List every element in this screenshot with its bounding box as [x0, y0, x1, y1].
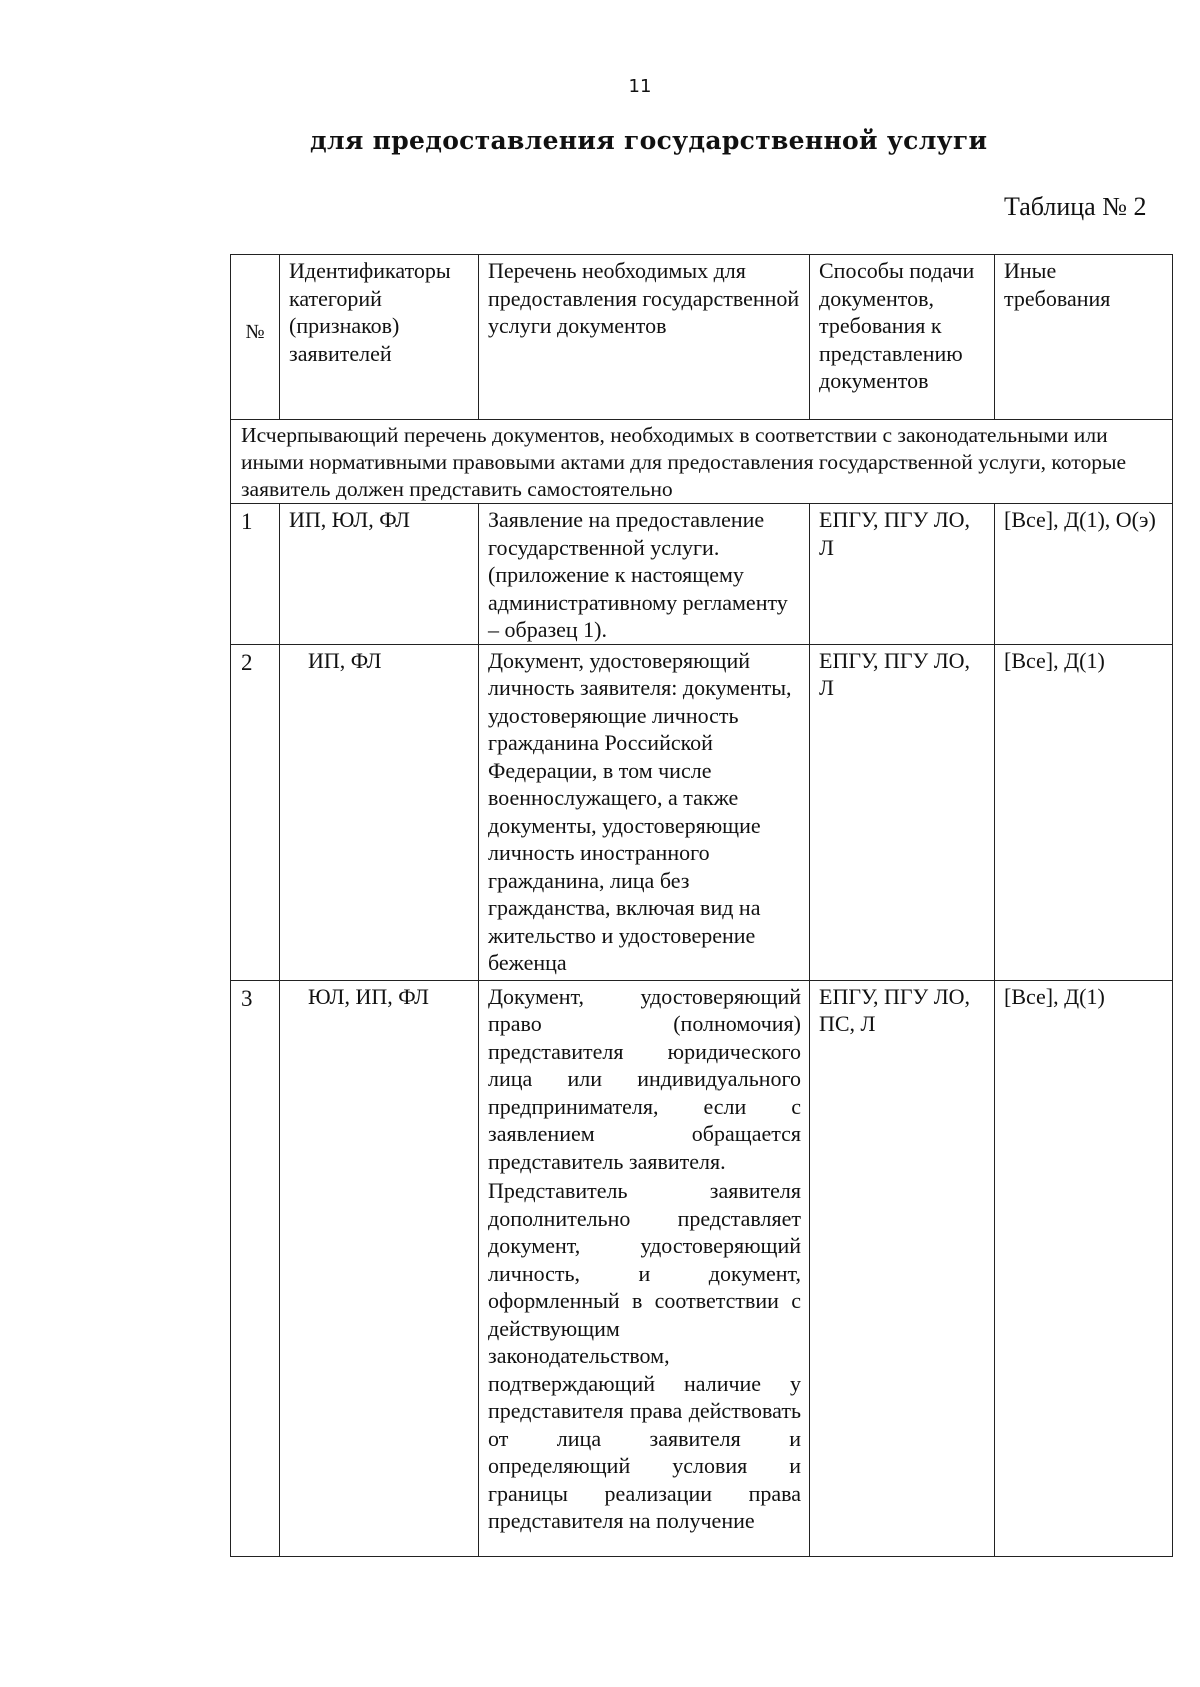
row-docs-paragraph: Документ, удостоверяющий право (полномочия) представителя юридического лица или индивидуального предпринимателя, если с заявлением обращается представитель заявителя. [488, 983, 801, 1174]
row-ids-cell: ЮЛ, ИП, ФЛ [280, 980, 479, 1556]
row-ids-cell: ИП, ФЛ [280, 644, 479, 980]
header-cell-submission-ways: Способы подачи документов, требования к представлению документов [810, 255, 995, 420]
row-docs-cell [479, 980, 810, 1556]
row-ways-cell: ЕПГУ, ПГУ ЛО, Л [810, 504, 995, 645]
row-other-cell: [Все], Д(1), О(э) [995, 504, 1173, 645]
row-number-cell: 1 [231, 504, 280, 645]
table-caption: Таблица № 2 [1004, 192, 1147, 221]
documents-table [230, 254, 1173, 1557]
row-docs-cell: Заявление на предоставление государственной услуги. (приложение к настоящему административному регламенту – образец 1). [479, 504, 810, 645]
table-row [231, 980, 1173, 1556]
page-heading: для предоставления государственной услуги [310, 126, 988, 155]
section-title-row [231, 420, 1173, 504]
row-ways-cell: ЕПГУ, ПГУ ЛО, ПС, Л [810, 980, 995, 1556]
row-other-cell: [Все], Д(1) [995, 644, 1173, 980]
table-row [231, 504, 1173, 645]
row-other-cell: [Все], Д(1) [995, 980, 1173, 1556]
header-cell-number: № [231, 255, 280, 420]
header-cell-applicant-ids: Идентификаторы категорий (признаков) заявителей [280, 255, 479, 420]
row-ids-cell: ИП, ЮЛ, ФЛ [280, 504, 479, 645]
section-title: Исчерпывающий перечень документов, необходимых в соответствии с законодательными или иными нормативными правовыми актами для предоставления государственной услуги, которые заявитель должен представить самостоятельно [241, 423, 1127, 501]
header-cell-documents: Перечень необходимых для предоставления государственной услуги документов [479, 255, 810, 420]
table-row [231, 644, 1173, 980]
row-number-cell: 3 [231, 980, 280, 1556]
table-header-row [231, 255, 1173, 420]
row-docs-paragraph: Представитель заявителя дополнительно представляет документ, удостоверяющий личность, и документ, оформленный в соответствии с действующим законодательством, подтверждающий наличие у представителя права действовать от лица заявителя и определяющий условия и границы реализации права представителя на получение [488, 1178, 801, 1533]
section-title-cell [231, 420, 1173, 504]
page-number: 11 [628, 76, 652, 97]
row-number-cell: 2 [231, 644, 280, 980]
row-docs-cell: Документ, удостоверяющий личность заявителя: документы, удостоверяющие личность гражданина Российской Федерации, в том числе военнослужащего, а также документы, удостоверяющие личность иностранного гражданина, лица без гражданства, включая вид на жительство и удостоверение беженца [479, 644, 810, 980]
header-cell-other-requirements: Иные требования [995, 255, 1173, 420]
row-ways-cell: ЕПГУ, ПГУ ЛО, Л [810, 644, 995, 980]
